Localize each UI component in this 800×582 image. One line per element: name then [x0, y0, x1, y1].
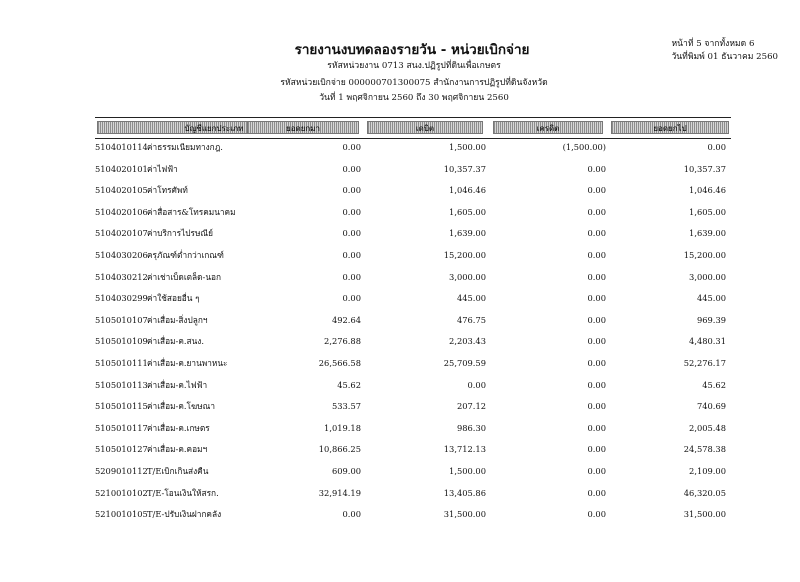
- table-header: [95, 117, 731, 139]
- opening-balance: 0.00: [342, 142, 361, 152]
- closing-balance: 1,639.00: [689, 228, 726, 239]
- credit-amount: 0.00: [587, 206, 606, 217]
- debit-amount: 1,639.00: [449, 228, 486, 239]
- account-code: 5210010105: [95, 509, 148, 520]
- closing-balance: 52,276.17: [683, 358, 726, 368]
- agency-line: รหัสหน่วยงาน 0713 สนง.ปฏิรูปที่ดินเพื่อเกษตร: [327, 61, 501, 71]
- account-name: ค่าเสื่อม-ค.ยานพาหนะ: [147, 358, 228, 368]
- account-code: 5104030299: [95, 293, 148, 304]
- table-row: [95, 356, 731, 370]
- opening-balance: 1,019.18: [324, 422, 361, 433]
- account-name: ครุภัณฑ์ต่ำกว่าเกณฑ์: [147, 250, 224, 260]
- account-code: 5104020105: [95, 185, 148, 196]
- table-row: [95, 507, 731, 521]
- credit-amount: 0.00: [587, 228, 606, 239]
- table-row: [95, 226, 731, 240]
- account-code: 5105010109: [95, 336, 148, 347]
- account-code: 5209010112: [95, 466, 148, 476]
- opening-balance: 0.00: [342, 250, 361, 260]
- opening-balance: 45.62: [337, 379, 361, 390]
- closing-balance: 45.62: [702, 379, 726, 390]
- debit-amount: 3,000.00: [449, 271, 486, 282]
- account-code: 5104020106: [95, 206, 148, 217]
- account-code: 5104020107: [95, 228, 148, 239]
- table-row: [95, 464, 731, 478]
- opening-balance: 609.00: [331, 466, 361, 476]
- account-name: ค่าไฟฟ้า: [147, 163, 178, 174]
- opening-balance: 0.00: [342, 271, 361, 282]
- account-name: ค่าเสื่อม-ค.สนง.: [147, 336, 204, 347]
- page-number: หน้าที่ 5 จากทั้งหมด 6: [671, 39, 755, 49]
- credit-amount: 0.00: [587, 314, 606, 325]
- credit-amount: 0.00: [587, 185, 606, 196]
- account-name: ค่าสื่อสาร&โทรคมนาคม: [147, 206, 236, 217]
- opening-balance: 26,566.58: [318, 358, 361, 368]
- table-row: [95, 334, 731, 348]
- credit-amount: 0.00: [587, 336, 606, 347]
- opening-balance: 2,276.88: [324, 336, 361, 347]
- print-date: วันที่พิมพ์ 01 ธันวาคม 2560: [671, 52, 778, 62]
- account-code: 5104010114: [95, 142, 148, 152]
- opening-balance: 492.64: [331, 314, 361, 325]
- opening-balance: 0.00: [342, 185, 361, 196]
- date-range-line: วันที่ 1 พฤศจิกายน 2560 ถึง 30 พฤศจิกายน 2560: [319, 93, 509, 103]
- debit-amount: 13,712.13: [443, 444, 486, 455]
- account-name: T/Eเบิกเกินส่งคืน: [147, 466, 209, 476]
- opening-balance: 0.00: [342, 206, 361, 217]
- closing-balance: 445.00: [696, 293, 726, 304]
- opening-balance: 0.00: [342, 228, 361, 239]
- credit-amount: 0.00: [587, 422, 606, 433]
- account-code: 5210010102: [95, 487, 148, 498]
- table-row: [95, 140, 731, 154]
- closing-balance: 24,578.38: [683, 444, 726, 455]
- table-row: [95, 270, 731, 284]
- account-code: 5105010127: [95, 444, 148, 455]
- debit-amount: 207.12: [456, 401, 486, 412]
- account-name: T/E-โอนเงินให้สรก.: [147, 487, 219, 498]
- table-row: [95, 162, 731, 176]
- account-name: ค่าเสื่อม-ค.ไฟฟ้า: [147, 379, 208, 390]
- table-row: [95, 442, 731, 456]
- credit-amount: 0.00: [587, 401, 606, 412]
- closing-balance: 740.69: [696, 401, 726, 412]
- column-header-closing: ยอดยกไป: [611, 121, 729, 134]
- report-title: รายงานงบทดลองรายวัน - หน่วยเบิกจ่าย: [294, 42, 530, 58]
- debit-amount: 1,500.00: [449, 142, 486, 152]
- account-code: 5104020101: [95, 163, 148, 174]
- account-name: ค่าเสื่อม-ค.โฆษณา: [147, 401, 215, 412]
- credit-amount: 0.00: [587, 466, 606, 476]
- credit-amount: (1,500.00): [562, 142, 606, 152]
- debit-amount: 2,203.43: [449, 336, 486, 347]
- account-code: 5105010117: [95, 422, 148, 433]
- debit-amount: 986.30: [456, 422, 486, 433]
- account-code: 5104030212: [95, 271, 148, 282]
- debit-amount: 25,709.59: [443, 358, 486, 368]
- closing-balance: 0.00: [707, 142, 726, 152]
- opening-balance: 0.00: [342, 509, 361, 520]
- credit-amount: 0.00: [587, 444, 606, 455]
- account-code: 5105010107: [95, 314, 148, 325]
- table-row: [95, 313, 731, 327]
- account-name: ค่าโทรศัพท์: [147, 185, 188, 196]
- closing-balance: 1,046.46: [689, 185, 726, 196]
- credit-amount: 0.00: [587, 250, 606, 260]
- account-code: 5104030206: [95, 250, 148, 260]
- credit-amount: 0.00: [587, 271, 606, 282]
- account-name: ค่าเสื่อม-ค.คอมฯ: [147, 444, 208, 455]
- closing-balance: 46,320.05: [683, 487, 726, 498]
- closing-balance: 4,480.31: [689, 336, 726, 347]
- column-header-opening: ยอดยกมา: [247, 121, 359, 134]
- opening-balance: 0.00: [342, 293, 361, 304]
- column-header-account: บัญชีแยกประเภท: [97, 121, 331, 134]
- closing-balance: 969.39: [696, 314, 726, 325]
- account-name: ค่าเสื่อม-ค.เกษตร: [147, 422, 210, 433]
- table-row: [95, 205, 731, 219]
- debit-amount: 1,605.00: [449, 206, 486, 217]
- debit-amount: 445.00: [456, 293, 486, 304]
- debit-amount: 31,500.00: [443, 509, 486, 520]
- opening-balance: 10,866.25: [318, 444, 361, 455]
- debit-amount: 476.75: [456, 314, 486, 325]
- debit-amount: 0.00: [467, 379, 486, 390]
- credit-amount: 0.00: [587, 487, 606, 498]
- account-name: ค่าเช่าเบ็ดเตล็ด-นอก: [147, 271, 222, 282]
- opening-balance: 0.00: [342, 163, 361, 174]
- page-info: [671, 38, 778, 64]
- account-code: 5105010115: [95, 401, 148, 412]
- credit-amount: 0.00: [587, 163, 606, 174]
- closing-balance: 1,605.00: [689, 206, 726, 217]
- table-row: [95, 378, 731, 392]
- closing-balance: 15,200.00: [683, 250, 726, 260]
- table-row: [95, 421, 731, 435]
- table-row: [95, 183, 731, 197]
- table-row: [95, 248, 731, 262]
- credit-amount: 0.00: [587, 293, 606, 304]
- closing-balance: 10,357.37: [683, 163, 726, 174]
- debit-amount: 1,046.46: [449, 185, 486, 196]
- table-row: [95, 486, 731, 500]
- credit-amount: 0.00: [587, 358, 606, 368]
- account-code: 5105010111: [95, 358, 148, 368]
- column-header-credit: เครดิต: [493, 121, 603, 134]
- debit-amount: 1,500.00: [449, 466, 486, 476]
- account-name: ค่าใช้สอยอื่น ๆ: [147, 293, 200, 304]
- opening-balance: 533.57: [331, 401, 361, 412]
- column-header-debit: เดบิต: [367, 121, 483, 134]
- closing-balance: 3,000.00: [689, 271, 726, 282]
- account-name: T/E-ปรับเงินฝากคลัง: [147, 509, 222, 520]
- closing-balance: 2,005.48: [689, 422, 726, 433]
- table-row: [95, 291, 731, 305]
- account-name: ค่าธรรมเนียมทางกฎ.: [147, 142, 223, 152]
- debit-amount: 13,405.86: [443, 487, 486, 498]
- account-code: 5105010113: [95, 379, 148, 390]
- account-name: ค่าบริการไปรษณีย์: [147, 228, 213, 239]
- closing-balance: 2,109.00: [689, 466, 726, 476]
- credit-amount: 0.00: [587, 379, 606, 390]
- account-name: ค่าเสื่อม-สิ่งปลูกฯ: [147, 314, 208, 325]
- debit-amount: 10,357.37: [443, 163, 486, 174]
- debit-amount: 15,200.00: [443, 250, 486, 260]
- opening-balance: 32,914.19: [318, 487, 361, 498]
- table-row: [95, 399, 731, 413]
- disbursement-unit-line: รหัสหน่วยเบิกจ่าย 000000701300075 สำนักงานการปฏิรูปที่ดินจังหวัด: [280, 78, 548, 88]
- closing-balance: 31,500.00: [683, 509, 726, 520]
- credit-amount: 0.00: [587, 509, 606, 520]
